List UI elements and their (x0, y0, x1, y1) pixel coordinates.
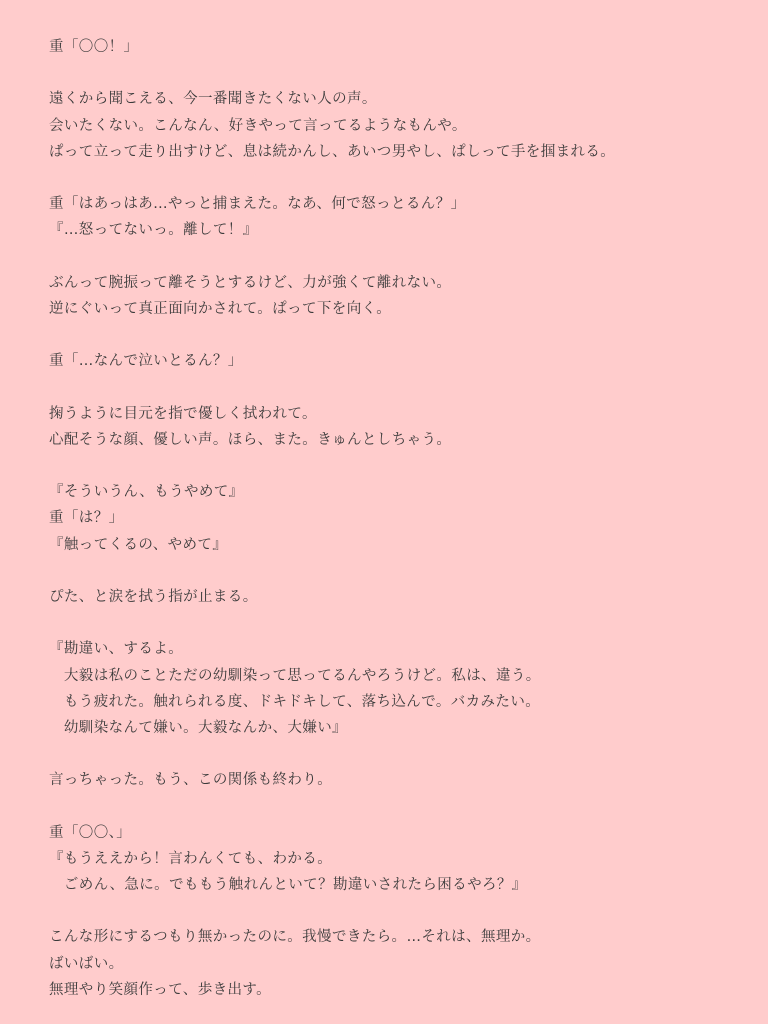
story-line: 『もうええから！言わんくても、わかる。 (49, 850, 333, 867)
story-line: 幼馴染なんて嫌い。大毅なんか、大嫌い』 (49, 719, 347, 736)
blank-line (49, 60, 748, 86)
story-line: ごめん、急に。でももう触れんといて？勘違いされたら困るやろ？』 (49, 877, 527, 893)
story-line: 無理やり笑顔作って、歩き出す。 (49, 981, 272, 998)
blank-line (49, 741, 748, 767)
story-line: 『勘違い、するよ。 (49, 641, 184, 658)
story-line: 『触ってくるの、やめて』 (49, 536, 228, 553)
story-line: もう疲れた。触れられる度、ドキドキして、落ち込んで。バカみたい。 (49, 693, 541, 710)
story-line: 『…怒ってないっ。離して！』 (49, 222, 258, 239)
story-line: ぴた、と涙を拭う指が止まる。 (49, 588, 258, 605)
blank-line (49, 244, 748, 270)
story-line: ばいばい。 (49, 955, 124, 972)
blank-line (49, 898, 748, 924)
blank-line (49, 374, 748, 400)
blank-line (49, 558, 748, 584)
story-line: 『そういうん、もうやめて』 (49, 484, 244, 501)
story-line: 重「〇〇！」 (49, 39, 139, 55)
blank-line (49, 322, 748, 348)
story-line: 重「…なんで泣いとるん？」 (49, 353, 243, 370)
story-line: 心配そうな顔、優しい声。ほら、また。きゅんとしちゃう。 (49, 431, 452, 448)
blank-line (49, 453, 748, 479)
story-line: 遠くから聞こえる、今一番聞きたくない人の声。 (49, 91, 377, 108)
story-line: 重「はあっはあ…やっと捕まえた。なあ、何で怒っとるん？」 (49, 196, 466, 213)
story-line: 会いたくない。こんなん、好きやって言ってるようなもんや。 (49, 117, 467, 134)
story-line: 言っちゃった。もう、この関係も終わり。 (49, 772, 333, 789)
story-line: 重「は？」 (49, 510, 124, 527)
story-line: 逆にぐいって真正面向かされて。ぱって下を向く。 (49, 300, 392, 317)
story-line: こんな形にするつもり無かったのに。我慢できたら。…それは、無理か。 (49, 929, 541, 946)
blank-line (49, 793, 748, 819)
story-line: ぱって立って走り出すけど、息は続かんし、あいつ男やし、ぱしって手を掴まれる。 (49, 143, 616, 160)
story-line: 大毅は私のことただの幼馴染って思ってるんやろうけど。私は、違う。 (49, 667, 541, 684)
story-line: 重「〇〇、」 (49, 824, 132, 841)
story-line: 掬うように目元を指で優しく拭われて。 (49, 405, 317, 422)
blank-line (49, 610, 748, 636)
blank-line (49, 165, 748, 191)
story-line: ぶんって腕振って離そうとするけど、力が強くて離れない。 (49, 274, 452, 291)
